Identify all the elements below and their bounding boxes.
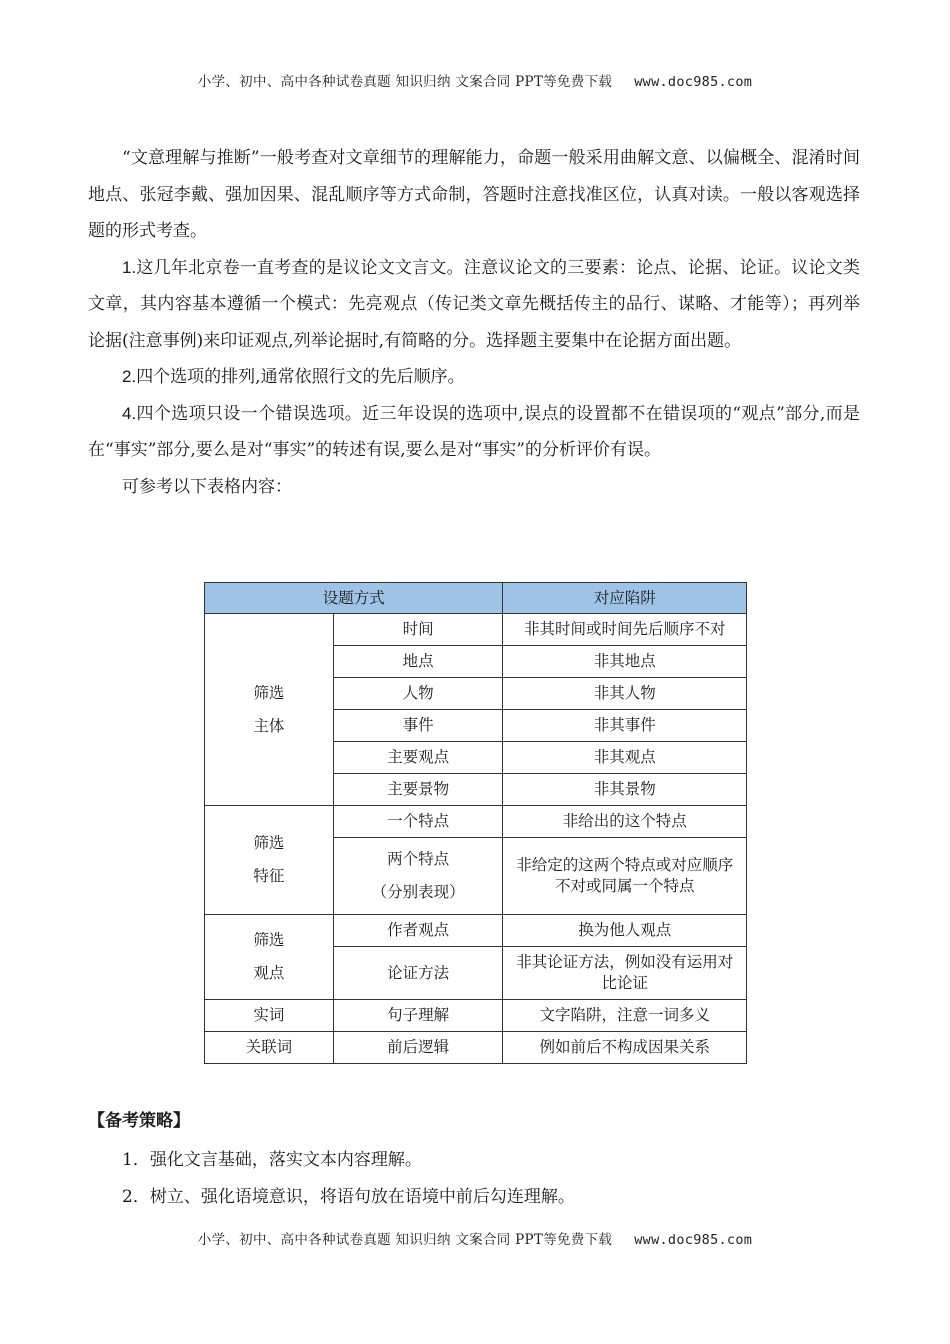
trap-cell: 非其景物 xyxy=(503,774,747,806)
page-footer xyxy=(0,1228,950,1248)
table-row xyxy=(205,915,747,947)
table-row xyxy=(205,1032,747,1064)
trap-cell: 文字陷阱，注意一词多义 xyxy=(503,1000,747,1032)
trap-cell: 非其时间或时间先后顺序不对 xyxy=(503,614,747,646)
trap-cell: 非给出的这个特点 xyxy=(503,806,747,838)
point-4-paragraph xyxy=(88,396,860,469)
item-cell: 一个特点 xyxy=(333,806,503,838)
point-2-text: 四个选项的排列,通常依照行文的先后顺序。 xyxy=(136,367,465,387)
group-label-line: 筛选 xyxy=(253,683,285,702)
table-row xyxy=(205,806,747,838)
strategy-list xyxy=(122,1142,575,1215)
trap-table xyxy=(204,582,747,1064)
group-label xyxy=(205,915,334,1000)
table-row xyxy=(205,614,747,646)
table-header-method: 设题方式 xyxy=(205,583,503,614)
trap-cell: 例如前后不构成因果关系 xyxy=(503,1032,747,1064)
point-2-paragraph xyxy=(88,359,860,396)
trap-cell: 换为他人观点 xyxy=(503,915,747,947)
body-text xyxy=(88,140,860,505)
item-cell: 作者观点 xyxy=(333,915,503,947)
strategy-title: 【备考策略】 xyxy=(88,1111,190,1131)
group-label: 实词 xyxy=(205,1000,334,1032)
table-header-trap: 对应陷阱 xyxy=(503,583,747,614)
point-2-number: 2. xyxy=(122,367,137,386)
item-cell: 事件 xyxy=(333,710,503,742)
list-item-number: 2． xyxy=(122,1186,150,1207)
group-label-line: 筛选 xyxy=(253,931,285,949)
trap-cell: 非给定的这两个特点或对应顺序不对或同属一个特点 xyxy=(503,838,747,915)
group-label-line: 主体 xyxy=(253,716,285,735)
list-item-text: 强化文言基础，落实文本内容理解。 xyxy=(149,1150,422,1170)
item-line: 两个特点 xyxy=(387,850,450,868)
item-line: （分别表现） xyxy=(371,883,465,901)
list-item-text: 树立、强化语境意识，将语句放在语境中前后勾连理解。 xyxy=(149,1186,575,1207)
list-item xyxy=(122,1179,575,1216)
item-cell: 前后逻辑 xyxy=(333,1032,503,1064)
page-header xyxy=(0,70,950,90)
point-1-paragraph xyxy=(88,250,860,360)
trap-cell: 非其论证方法，例如没有运用对比论证 xyxy=(503,947,747,1000)
group-label xyxy=(205,614,334,806)
item-cell: 主要景物 xyxy=(333,774,503,806)
header-text: 小学、初中、高中各种试卷真题 知识归纳 文案合同 PPT等免费下载 xyxy=(197,74,613,90)
footer-text: 小学、初中、高中各种试卷真题 知识归纳 文案合同 PPT等免费下载 xyxy=(197,1232,613,1248)
list-item-number: 1． xyxy=(122,1150,150,1170)
header-url[interactable]: www.doc985.com xyxy=(634,74,753,90)
item-cell: 时间 xyxy=(333,614,503,646)
trap-cell: 非其事件 xyxy=(503,710,747,742)
footer-url[interactable]: www.doc985.com xyxy=(634,1232,753,1248)
group-label-line: 筛选 xyxy=(253,834,285,852)
group-label xyxy=(205,806,334,915)
point-4-number: 4. xyxy=(122,403,137,423)
item-cell: 人物 xyxy=(333,678,503,710)
item-cell xyxy=(333,838,503,915)
point-4-text: 四个选项只设一个错误选项。近三年设误的选项中,误点的设置都不在错误项的“观点”部分,而是在“事实”部分,要么是对“事实”的转述有误,要么是对“事实”的分析评价有误。 xyxy=(88,403,860,460)
trap-cell: 非其人物 xyxy=(503,678,747,710)
trap-cell: 非其观点 xyxy=(503,742,747,774)
group-label: 关联词 xyxy=(205,1032,334,1064)
group-label-line: 特征 xyxy=(253,867,285,885)
intro-paragraph: “文意理解与推断”一般考查对文章细节的理解能力，命题一般采用曲解文意、以偏概全、混淆时间地点、张冠李戴、强加因果、混乱顺序等方式命制，答题时注意找准区位，认真对读。一般以客观选择题的形式考查。 xyxy=(88,148,860,241)
table-header-row xyxy=(205,583,747,614)
trap-cell: 非其地点 xyxy=(503,646,747,678)
group-label-line: 观点 xyxy=(253,964,285,982)
item-cell: 论证方法 xyxy=(333,947,503,1000)
reference-paragraph: 可参考以下表格内容： xyxy=(122,476,292,497)
item-cell: 主要观点 xyxy=(333,742,503,774)
point-1-number: 1. xyxy=(122,257,137,277)
point-1-text: 这几年北京卷一直考查的是议论文文言文。注意议论文的三要素：论点、论据、论证。议论文类文章，其内容基本遵循一个模式：先亮观点（传记类文章先概括传主的品行、谋略、才能等）；再列举论据(注意事例)来印证观点,列举论据时,有简略的分。选择题主要集中在论据方面出题。 xyxy=(88,257,860,351)
item-cell: 句子理解 xyxy=(333,1000,503,1032)
list-item xyxy=(122,1142,575,1179)
item-cell: 地点 xyxy=(333,646,503,678)
table-row xyxy=(205,1000,747,1032)
